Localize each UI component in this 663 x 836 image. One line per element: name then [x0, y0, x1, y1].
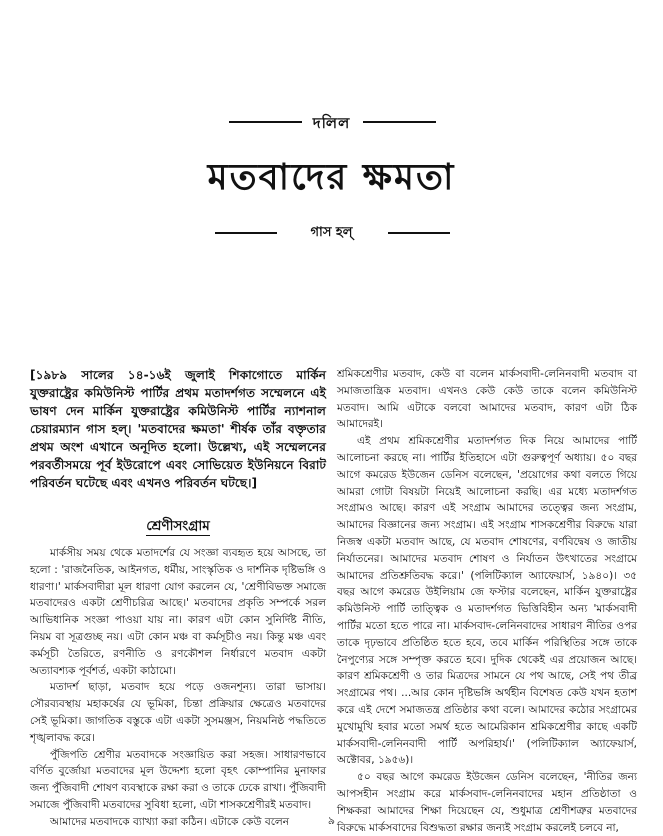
section-label: দলিল: [312, 114, 351, 132]
body-paragraph: এই প্রথম শ্রমিকশ্রেণীর মতাদর্শগত দিক নিয়ে আমাদের পার্টি আলোচনা করছে না। পার্টির ইতিহাসে এটা গুরুত্বপূর্ণ অধ্যায়। ৫০ বছর আগে কমরেড ইউজেন ডেনিস বলেছেন, 'প্রয়োগের কথা বলতে গিয়ে আমরা গোটা বিষয়টা নিয়েই আলোচনা করছি। এর মধ্যে মতাদর্শগত সংগ্রামও আছে। কারণ এই সংগ্রাম আমাদের তত্ত্বের জন্য সংগ্রাম, আমাদের বিজ্ঞানের জন্য সংগ্রাম। এই সংগ্রাম শাসকশ্রেণীর বিরুদ্ধে যারা নিজস্ব একটা মতবাদ আছে, যে মতবাদ শোষণের, বর্ণবিদ্বেষ ও জাতীয় নির্যাতনের। আমাদের মতবাদ শোষণ ও নির্যাতন উৎখাতের সংগ্রামে আমাদের প্রতিশ্রুতিবদ্ধ করে।' (পলিটিক্যাল অ্যাফেয়ার্স, ১৯৪০)। ৩৫ বছর আগে কমরেড উইলিয়াম জে ফস্টার বলেছেন, মার্কিন যুক্তরাষ্ট্রের কমিউনিস্ট পার্টি তাত্ত্বিক ও মতাদর্শগত ভিত্তিবিহীন অন্য 'মার্কসবাদী পার্টির মতো হতে পারে না। মার্কসবাদ-লেনিনবাদের সাধারণ নীতির ওপর তাকে দৃঢ়ভাবে প্রতিষ্ঠিত হতে হবে, তবে মার্কিন পরিস্থিতির সঙ্গে তাকে নৈপুণ্যের সঙ্গে সম্পৃক্ত করতে হবে। দুদিক থেকেই এর প্রয়োজন আছে। কারণ শ্রমিকশ্রেণী ও তার মিত্রদের সামনে যে পথ আছে, সেই পথ তীব্র সংগ্রামের পথ। ...আর কোন দৃষ্টিভঙ্গি অর্থহীন বিশেষত কেউ যখন হতাশ করে এই দেশে সমাজতন্ত্র প্রতিষ্ঠার কথা বলে। আমাদের কঠোর সংগ্রামের মুখোমুখি হবার মতো সমর্থ হতে আমেরিকান শ্রমিকশ্রেণীর কাছে একটি মার্কসবাদী-লেনিনবাদী পার্টি অপরিহার্য।' (পলিটিক্যাল অ্যাফেয়ার্স, অক্টোবর, ১৯৫৬)।: [337, 435, 637, 767]
intro-paragraph: [১৯৮৯ সালের ১৪-১৬ই জুলাই শিকাগোতে মার্কিন যুক্তরাষ্ট্রের কমিউনিস্ট পার্টির প্রথম মতাদর্শগত সম্মেলনে এই ভাষণ দেন মার্কিন যুক্তরাষ্ট্রের কমিউনিস্ট পার্টির ন্যাশনাল চেয়ারম্যান গাস হল্। 'মতবাদের ক্ষমতা' শীর্ষক তাঁর বক্তৃতার প্রথম অংশ এখানে অনূদিত হলো। উল্লেখ্য, এই সম্মেলনের পরবর্তীসময়ে পূর্ব ইউরোপে এবং সোভিয়েত ইউনিয়নে বিরাট পরিবর্তন ঘটেছে এবং এখনও পরিবর্তন ঘটছে।]: [30, 368, 326, 490]
author-name: গাস হল্: [310, 225, 353, 240]
section-heading: [30, 515, 326, 538]
section-rule-right: [363, 121, 436, 123]
body-paragraph: শ্রমিকশ্রেণীর মতবাদ, কেউ বা বলেন মার্কসবাদী-লেনিনবাদী মতবাদ বা সমাজতান্ত্রিক মতবাদ। এখনও কেউ কেউ তাকে বলেন কমিউনিস্ট মতবাদ। আমি এটাকে বলবো আমাদের মতবাদ, কারণ এটা ঠিক আমাদেরই।: [337, 368, 637, 431]
body-paragraph: ৫০ বছর আগে কমরেড ইউজেন ডেনিস বলেছেন, 'নীতির জন্য আপসহীন সংগ্রাম করে মার্কসবাদ-লেনিনবাদের মহান প্রতিষ্ঠাতা ও শিক্ষকরা আমাদের শিক্ষা দিয়েছেন যে, শুধুমাত্র শ্রেণীশত্রুর মতবাদের বিরুদ্ধে মার্কসবাদের বিশুদ্ধতা রক্ষার জন্যই সংগ্রাম করলেই চলবে না,: [337, 771, 637, 834]
page-number: ৯: [327, 814, 336, 827]
body-paragraph: পুঁজিপতি শ্রেণীর মতবাদকে সংজ্ঞায়িত করা সহজ। সাধারণভাবে বর্ণিত বুর্জোয়া মতবাদের মূল উদ্দেশ্য হলো বৃহৎ কোম্পানির মুনাফার জন্য পুঁজিবাদী শোষণ ব্যবস্থাকে রক্ষা করা ও তাকে ঢেকে রাখা। পুঁজিবাদী সমাজে পুঁজিবাদী মতবাদের সুবিধা হলো, এটা শাসকশ্রেণীরই মতবাদ।: [30, 748, 326, 811]
right-column: [337, 366, 637, 836]
left-column: [30, 545, 326, 831]
body-paragraph: মার্কসীয় সময় থেকে মতাদর্শের যে সংজ্ঞা ব্যবহৃত হয়ে আসছে, তা হলো : 'রাজনৈতিক, আইনগত, ধর্মীয়, সাংস্কৃতিক ও দার্শনিক দৃষ্টিভঙ্গি ও ধারণা।' মার্কসবাদীরা মূল ধারণা যোগ করলেন যে, 'শ্রেণীবিভক্ত সমাজে মতবাদেরও একটা শ্রেণীচরিত্র আছে।' মতবাদের প্রকৃতি সম্পর্কে সরল আভিধানিক সংজ্ঞা পাওয়া যায় না। কারণ এটা কোন সুনির্দিষ্ট নীতি, নিয়ম বা সূত্রগুচ্ছ নয়। এটা কোন মঞ্চ বা কর্মসূচীও নয়। কিন্তু মঞ্চ এবং কর্মসূচী তৈরিতে, রণনীতি ও রণকৌশল নির্ধারণে মতবাদ একটা অত্যাবশ্যক পূর্বশর্ত, একটা কাঠামো।: [30, 547, 326, 677]
article-title: মতবাদের ক্ষমতা: [207, 157, 456, 198]
body-paragraph: মতাদর্শ ছাড়া, মতবাদ হয়ে পড়ে ওজনশূন্য। তারা ভাসায়। সৌরব্যবস্থায় মহাকর্ষের যে ভূমিকা, চিন্তা প্রক্রিয়ার ক্ষেত্রেও মতবাদের সেই ভূমিকা। জাগতিক বস্তুকে এটা একটা সুসমঞ্জস, নিয়মনিষ্ঠ পদ্ধতিতে শৃঙ্খলাবদ্ধ করে।: [30, 681, 326, 744]
author-rule-right: [388, 232, 450, 234]
body-paragraph: আমাদের মতবাদকে ব্যাখ্যা করা কঠিন। এটাকে কেউ বলেন: [50, 815, 290, 828]
section-heading-text: শ্রেণীসংগ্রাম: [146, 518, 210, 534]
